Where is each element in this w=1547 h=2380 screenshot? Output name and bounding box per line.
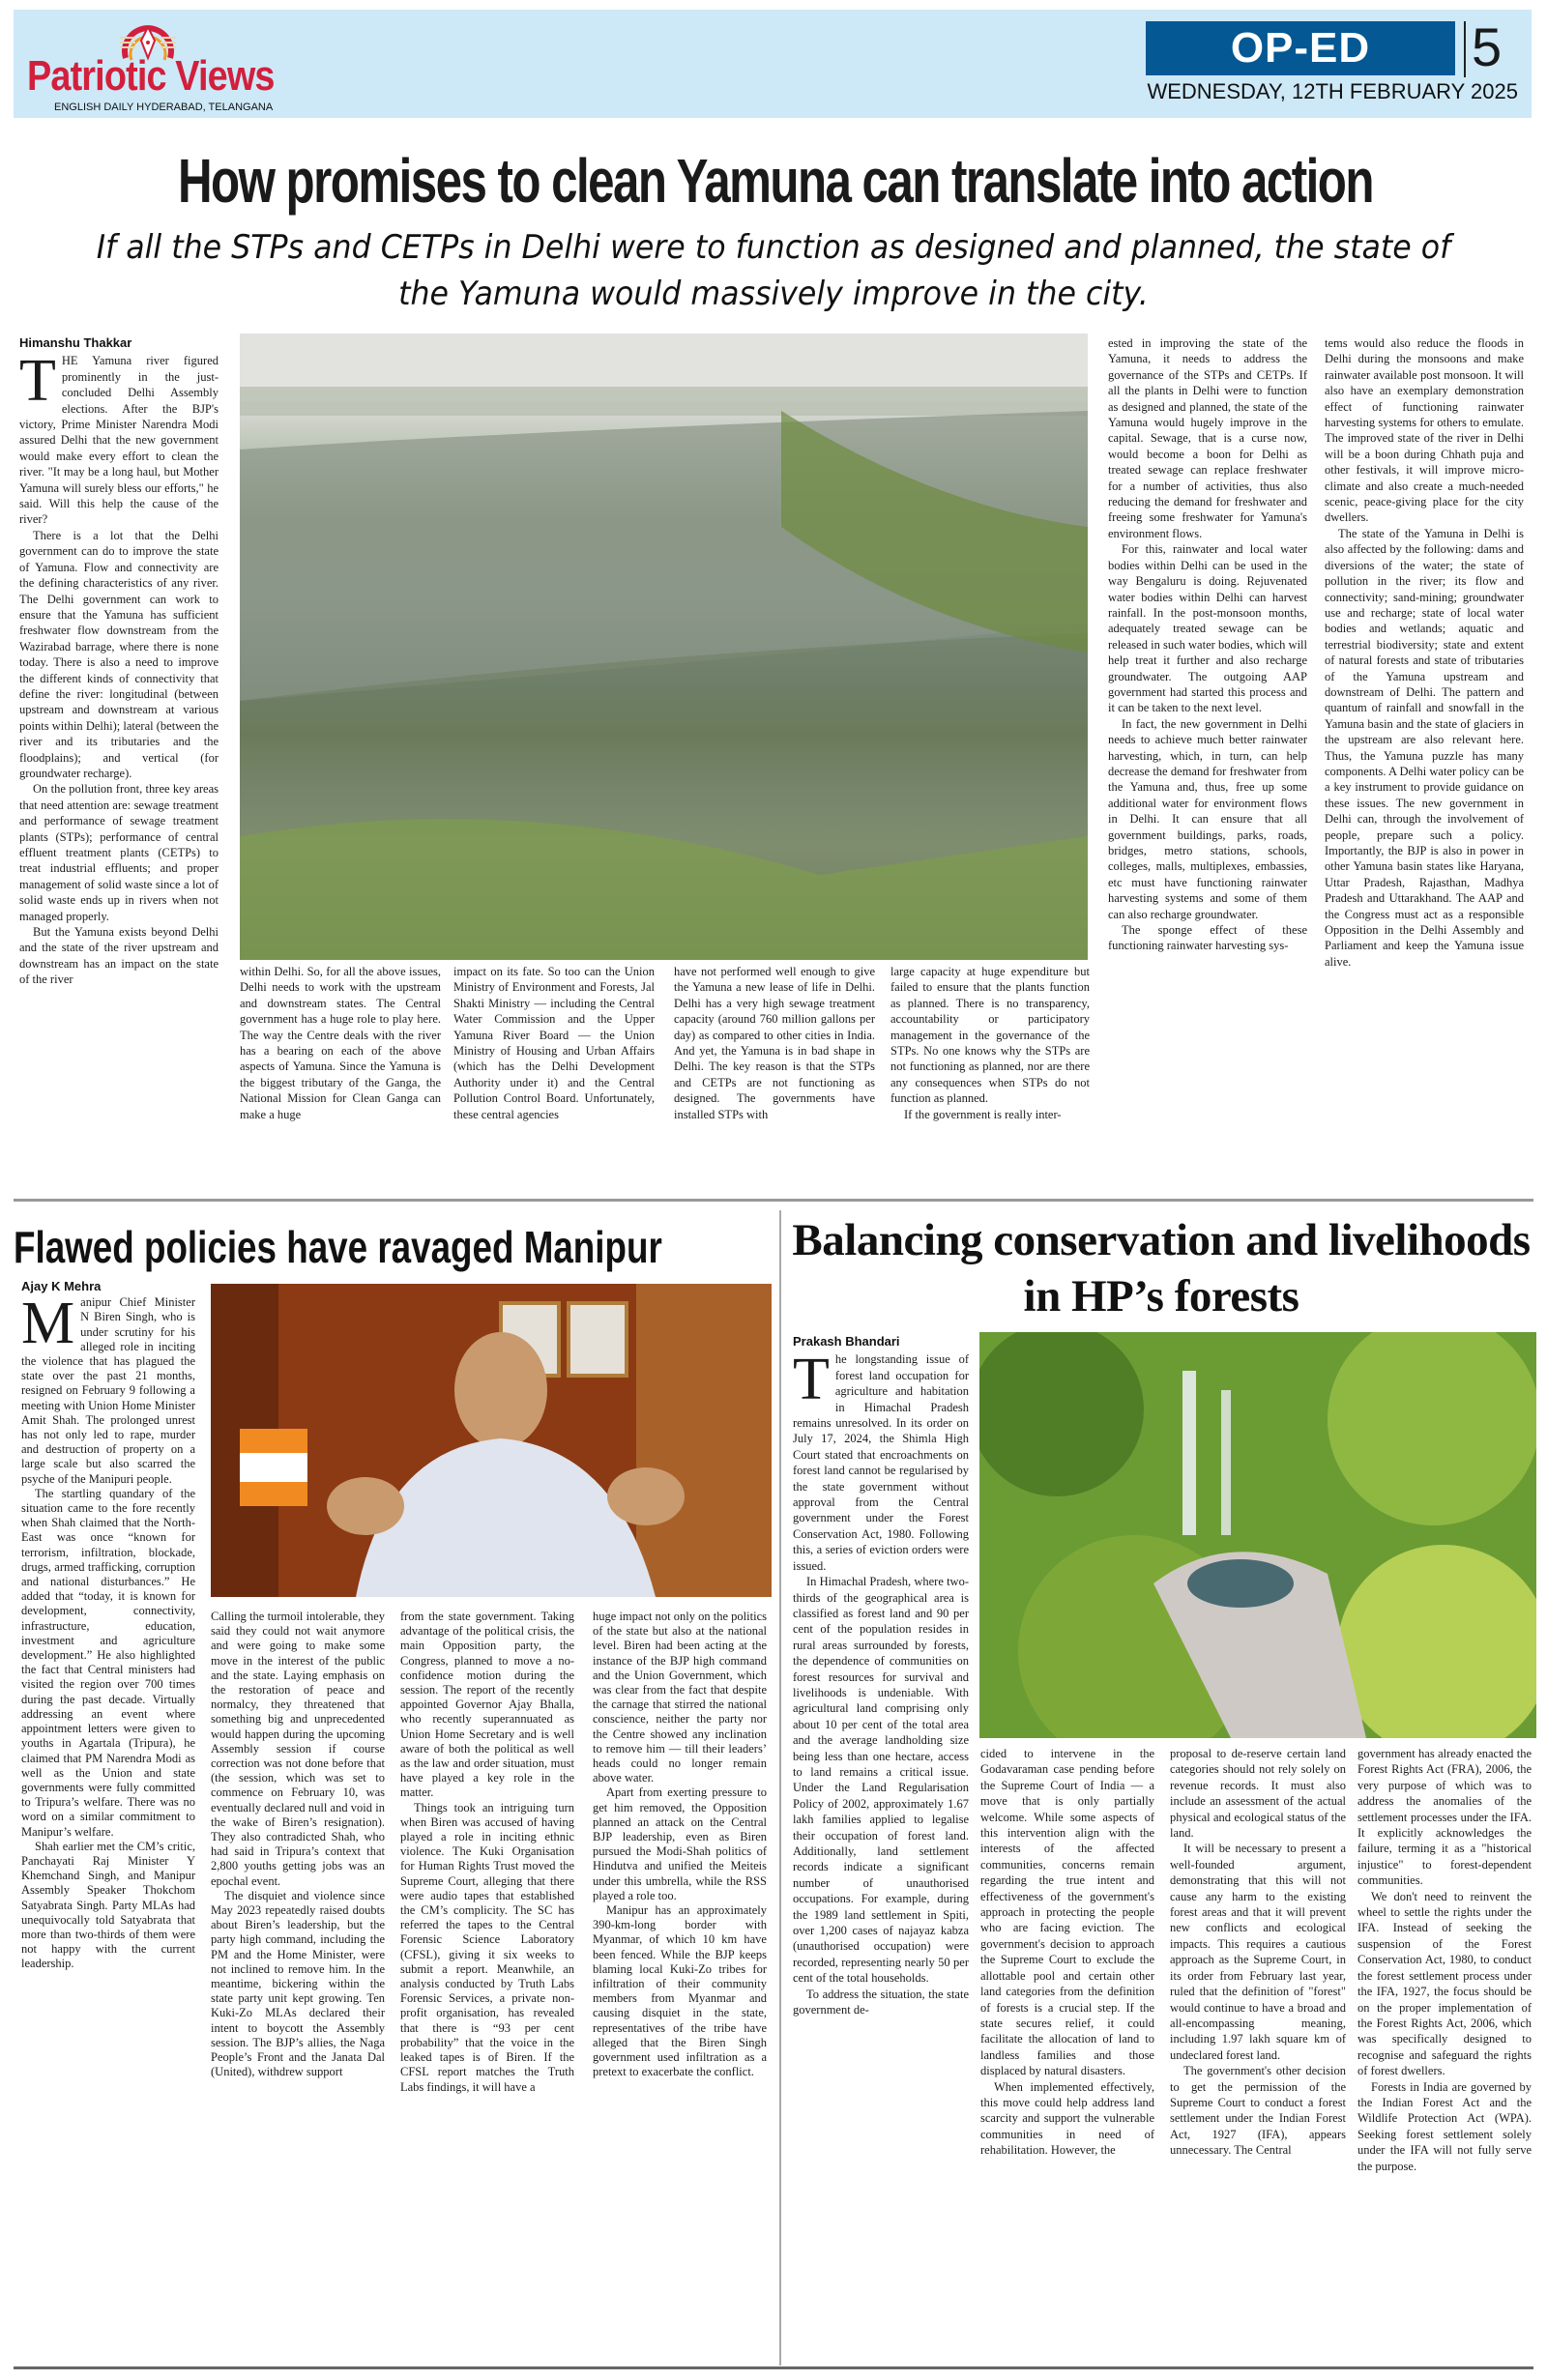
drop-cap: T (19, 348, 56, 415)
manipur-column-4: huge impact not only on the politics of the state but also at the national level. Biren had been acting at the instance of the BJP high command and the Union Government, which was clear from the fact that despite the carnage that stirred the national conscience, neither the party nor the Centre showed any inclination to remove him — till their leaders’ heads could no longer remain above water. Apart from exerting pressure to get him removed, the Opposition planned an attack on the Central BJP leadership, even as Biren pursued the Modi-Shah politics of Hindutva and unified the Meiteis under this umbrella, while the RSS played a role too. Manipur has an approximately 390-km-long border with Myanmar, of which 10 km have been fenced. While the BJP keeps blaming local Kuki-Zo tribes for infiltration of their community members from Myanmar and causing disquiet in the state, representatives of the tribe have alleged that the Biren Singh government used infiltration as a pretext to exacerbate the conflict. (593, 1610, 767, 2079)
forest-waterfall-illustration (979, 1332, 1536, 1738)
page-divider (1464, 21, 1466, 77)
column-divider (779, 1210, 781, 2365)
yamuna-river-photo (240, 334, 1088, 960)
byline: Prakash Bhandari (793, 1334, 900, 1349)
lead-column-7: tems would also reduce the floods in Delhi during the monsoons and make rainwater available post monsoon. It will also have an exemplary demonstration effect of functioning rainwater harvesting systems for others to emulate. The improved state of the river in Delhi will be a boon during Chhath puja and other festivals, it will improve micro-climate and also create a much-needed scenic, peace-giving place for the city dwellers. The state of the Yamuna in Delhi is also affected by the following: dams and diversions of the water; the state of pollution in the river; its flow and connectivity; sand-mining; groundwater use and recharge; state of local water bodies and wetlands; aquatic and terrestrial biodiversity; state and extent of natural forests and state of tributaries of the Yamuna upstream and downstream of Delhi. The pattern and quantum of rainfall and snowfall in the Yamuna basin and the state of glaciers in the upstream are also relevant here. Thus, the Yamuna puzzle has many components. A Delhi water policy can be a key instrument to provide guidance on these issues. The new government in Delhi can, through the involvement of people, prepare such a policy. Importantly, the BJP is also in power in other Yamuna basin states like Haryana, Uttar Pradesh, Rajasthan, Madhya Pradesh and Uttarakhand. The AAP and the Congress must act as a responsible Opposition in the Delhi Assembly and Parliament and keep the Yamuna issue alive. (1325, 336, 1524, 969)
polluted-river-illustration (240, 334, 1088, 960)
lead-column-3: impact on its fate. So too can the Union Ministry of Environment and Forests, Jal Shakti Ministry — including the Central Water Commission and the Upper Yamuna River Board — the Union Ministry of Housing and Urban Affairs (which has the Delhi Development Authority under it) and the Central Pollution Control Board. Unfortunately, these central agencies (453, 965, 655, 1121)
byline: Ajay K Mehra (21, 1279, 102, 1293)
manipur-column-3: from the state government. Taking advantage of the political crisis, the main Opposition party, the Congress, planned to move a no-confidence motion during the session. The report of the recently appointed Governor Ajay Bhalla, who recently superannuated as Union Home Secretary and is well aware of both the political as well as the law and order situation, must have played a key role in the matter. Things took an intriguing turn when Biren was accused of having played a role in inciting ethnic violence. The Kuki Organisation for Human Rights Trust moved the Supreme Court, alleging that there were audio tapes that established the CM’s complicity. The SC has referred the tapes to the Central Forensic Science Laboratory (CFSL), giving it six weeks to submit a report. Meanwhile, an analysis conducted by Truth Labs Forensic Services, a private non-profit organisation, has revealed that there is “93 per cent probability” that the voice in the leaked tapes is of Biren. If the CFSL report matches the Truth Labs findings, it will have a (400, 1610, 574, 2094)
hp-column-3: proposal to de-reserve certain land categories should not rely solely on revenue records. It must also include an assessment of the actual physical and ecological status of the land. It will be necessary to present a well-founded argument, demonstrating that this will not cause any harm to the existing forest areas and that it will prevent new conflicts and ecological impacts. This requires a cautious approach as the Supreme Court, in its order from February last year, ruled that the definition of "forest" would continue to have a broad and all-encompassing meaning, including 1.97 lakh square km of undeclared forest land. The government's other decision to get the permission of the Supreme Court to conduct a forest settlement under the Indian Forest Act, 1927 (IFA), appears unnecessary. The Central (1170, 1747, 1346, 2158)
biren-singh-photo (211, 1284, 772, 1597)
lead-column-5: large capacity at huge expenditure but failed to ensure that the plants function as planned. There is no transparency, accountability or participatory management in the governance of the STPs. No one knows why the STPs are not functioning as planned, nor are there any consequences when STPs do not function as planned. If the government is really inter- (890, 965, 1090, 1121)
manipur-column-2: Calling the turmoil intolerable, they said they could not wait anymore and were going to make some move in the interest of the public and the state. Laying emphasis on the restoration of peace and normalcy, they threatened that something big and unprecedented would happen during the upcoming Assembly session if course correction was not done before that (the session, which was set to commence on February 10, was eventually declared null and void in the wake of Biren’s resignation). They also contradicted Shah, who had said in Tripura’s context that 2,800 youths getting jobs was an epochal event. The disquiet and violence since May 2023 repeatedly raised doubts about Biren’s leadership, but the party high command, including the PM and the Home Minister, were not inclined to remove him. In the meantime, bickering within the state party unit kept growing. Ten Kuki-Zo MLAs declared their intent to boycott the Assembly session. The BJP’s allies, the Naga People’s Front and the Janata Dal (United), withdrew support (211, 1610, 385, 2079)
newspaper-logo[interactable]: Patriotic Views (27, 52, 275, 100)
lead-paragraph: THE Yamuna river figured prominently in the just-concluded Delhi Assembly elections. After the BJP's victory, Prime Minister Narendra Modi assured Delhi that the new government would make every effort to clean the river. "It may be a long haul, but Mother Yamuna will surely bless our efforts," he said. Will this help the cause of the river? (19, 348, 219, 527)
tagline: ENGLISH DAILY HYDERABAD, TELANGANA (54, 102, 274, 113)
lead-paragraph: On the pollution front, three key areas that need attention are: sewage treatment and performance of sewage treatment plants (STPs); performance of central effluent treatment plants (CETPs) to treat industrial effluents; and proper management of solid waste since a lot of solid waste ends up in rivers when not managed properly. (19, 782, 219, 923)
hp-column-4: government has already enacted the Forest Rights Act (FRA), 2006, the very purpose of which was to address the anomalies of the settlement processes under the IFA. It explicitly acknowledges the failure, terming it as a "historical injustice" to forest-dependent communities. We don't need to reinvent the wheel to settle the rights under the IFA. Instead of seeking the suspension of the Forest Conservation Act, 1980, to conduct the forest settlement process under the IFA, 1927, the focus should be on the proper implementation of the Forest Rights Act, 2006, which was specifically designed to recognise and safeguard the rights of forest dwellers. Forests in India are governed by the Indian Forest Act and the Wildlife Protection Act (WPA). Seeking forest settlement solely under the IFA will not fully serve the purpose. (1357, 1747, 1532, 2173)
lead-deck: If all the STPs and CETPs in Delhi were to function as designed and planned, the state of the Yamuna would massively improve in the city. (96, 228, 1451, 313)
lead-column-6: ested in improving the state of the Yamuna, it needs to address the governance of the STPs and CETPs. If all the plants in Delhi were to function as designed and planned, the state of the Yamuna would hugely improve in the capital. Sewage, that is a curse now, would become a boon for Delhi as treated sewage can replace freshwater for a number of activities, thus also reducing the demand for freshwater and freeing some freshwater for Yamuna's environment flows. For this, rainwater and local water bodies within Delhi can be used in the way Bengaluru is doing. Rejuvenated water bodies within Delhi can harvest rainfall. In the post-monsoon months, adequately treated sewage can be released in such water bodies, which will help treat it further and also recharge groundwater. The outgoing AAP government had started this process and it can be taken to the next level. In fact, the new government in Delhi needs to achieve much better rainwater harvesting, which, in turn, can help decrease the demand for freshwater from the Yamuna and, thus, free up some additional water for environment flows in Delhi. It can ensure that all government buildings, parks, roads, bridges, metro stations, schools, colleges, malls, multiplexes, embassies, etc must have functioning rainwater harvesting systems and some of them can also recharge groundwater. The sponge effect of these functioning rainwater harvesting sys- (1108, 336, 1307, 953)
lead-column-2: within Delhi. So, for all the above issues, Delhi needs to work with the upstream and downstream states. The Central government has a huge role to play here. The way the Centre deals with the river has a bearing on each of the above aspects of Yamuna. Since the Yamuna is the biggest tributary of the Ganga, the National Mission for Clean Ganga can make a huge (240, 965, 441, 1121)
hp-headline: Balancing conservation and livelihoods in HP’s forests (792, 1215, 1531, 1321)
section-label: OP-ED (1146, 21, 1455, 75)
lead-column-1 (19, 335, 219, 988)
issue-date: WEDNESDAY, 12TH FEBRUARY 2025 (1147, 79, 1518, 103)
section-divider (14, 1199, 1533, 1202)
lead-headline: How promises to clean Yamuna can translate into action (178, 146, 1373, 216)
hp-column-1: Prakash Bhandari The longstanding issue of forest land occupation for agriculture and habitation in Himachal Pradesh remains unresolved. In its order on July 17, 2024, the Shimla High Court stated that encroachments on forest land cannot be regularised by the state government without approval from the Central government under the Forest Conservation Act, 1980. Following this, a series of eviction orders were issued. In Himachal Pradesh, where two-thirds of the geographical area is classified as forest land and 90 per cent of the population resides in rural areas surrounded by forests, the dependence of communities on forest resources for survival and livelihoods is undeniable. With agricultural land comprising only about 10 per cent of the total area and the average landholding size being less than one hectare, access to land remains a critical issue. Under the Land Regularisation Policy of 2002, approximately 1.67 lakh families applied to legalise their occupation of forest land. Additionally, land settlement records indicate a significant number of unauthorised occupations. For example, during the 1989 land settlement in Spiti, over 1,200 cases of najayaz kabza (unauthorised occupation) were recorded, representing nearly 50 per cent of the total households. To address the situation, the state government de- (793, 1334, 969, 2017)
drop-cap: T (793, 1347, 830, 1413)
lead-paragraph: But the Yamuna exists beyond Delhi and the state of the river upstream and downstream has an impact on the state of the river (19, 925, 219, 987)
hp-column-2: cided to intervene in the Godavaraman case pending before the Supreme Court of India — a move that is only partially welcome. While some aspects of this intervention align with the interests of the affected communities, concerns remain regarding the true intent and effectiveness of the government's approach in protecting the people who are facing eviction. The government's decision to approach the Supreme Court to exclude the allottable pool and certain other land categories from the definition of forests is a crucial step. If the state secures relief, it could facilitate the allocation of land to landless families and those displaced by natural disasters. When implemented effectively, this move could help address land scarcity and support the vulnerable communities in need of rehabilitation. However, the (980, 1747, 1154, 2158)
drop-cap: M (21, 1291, 75, 1357)
manipur-headline: Flawed policies have ravaged Manipur (14, 1222, 662, 1272)
portrait-illustration (211, 1284, 772, 1597)
lead-column-4: have not performed well enough to give the Yamuna a new lease of life in Delhi. Delhi has a very high sewage treatment capacity (around 760 million gallons per day) as compared to other cities in India. And yet, the Yamuna is in bad shape in Delhi. The key reason is that the STPs and CETPs are not functioning as designed. The governments have installed STPs with (674, 965, 875, 1121)
byline: Himanshu Thakkar (19, 335, 132, 350)
page-number: 5 (1472, 16, 1503, 77)
lead-paragraph: There is a lot that the Delhi government can do to improve the state of Yamuna. Flow and connectivity are the defining characteristics of any river. The Delhi government can work to ensure that the Yamuna has sufficient freshwater flow downstream from the Wazirabad barrage, where there is none today. There is also a need to improve the different kinds of connectivity that define the river: longitudinal (between upstream and downstream at various points within Delhi); lateral (between the river and its tributaries and the floodplains); and vertical (for groundwater recharge). (19, 528, 219, 780)
page-bottom-rule (14, 2366, 1533, 2369)
hp-forest-photo (979, 1332, 1536, 1738)
manipur-column-1: Ajay K Mehra Manipur Chief Minister N Biren Singh, who is under scrutiny for his alleged role in inciting the violence that has plagued the state over the past 21 months, resigned on February 9 following a meeting with Union Home Minister Amit Shah. The prolonged unrest has not only led to rape, murder and destruction of property on a large scale but also scarred the psyche of the Manipuri people. The startling quandary of the situation came to the fore recently when Shah claimed that the North-East was once “known for terrorism, infiltration, blockade, drugs, armed trafficking, corruption and national disturbances.” He added that “today, it is known for development, connectivity, infrastructure, education, investment and agriculture development.” He also highlighted the fact that Central ministers had visited the region over 700 times during the past decade. Virtually addressing an event where appointment letters were given to youths in Agartala (Tripura), he claimed that PM Narendra Modi as well as the Union and state governments were fully committed to Tripura’s welfare. There was no word on a similar commitment to Manipur’s welfare. Shah earlier met the CM’s critic, Panchayati Raj Minister Y Khemchand Singh, and Manipur Assembly Speaker Thokchom Satyabrata Singh. Party MLAs had unequivocally told Satyabrata that more than two-thirds of them were not happy with the current leadership. (21, 1279, 195, 1971)
